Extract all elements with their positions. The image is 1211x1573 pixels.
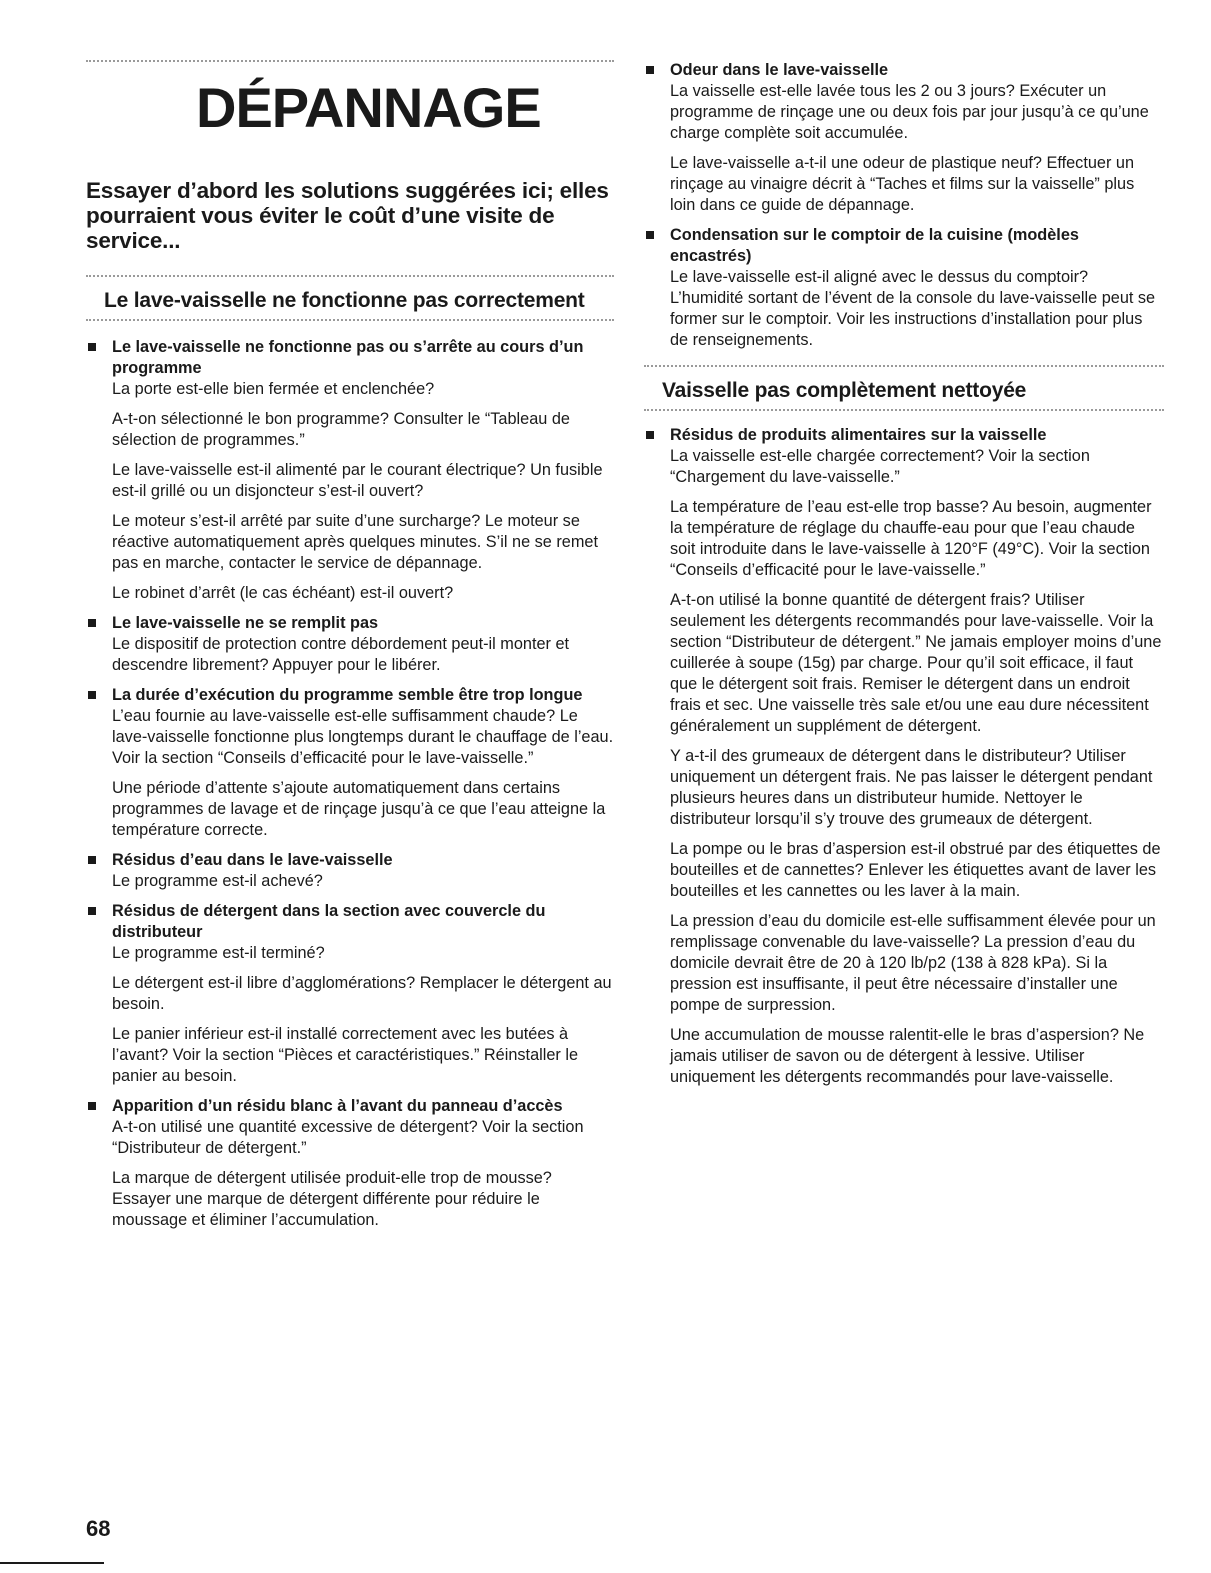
- issue-item: [86, 850, 614, 892]
- issue-paragraph: La marque de détergent utilisée produit-elle trop de mousse? Essayer une marque de détergent différente pour réduire le moussage et éliminer l’accumulation.: [112, 1169, 552, 1229]
- issue-paragraph: La pompe ou le bras d’aspersion est-il obstrué par des étiquettes de bouteilles et de cannettes? Enlever les étiquettes avant de laver les bouteilles et les cannettes ou les laver à la main.: [670, 840, 1161, 900]
- issue-item: [86, 1096, 614, 1231]
- bullet-icon: [88, 619, 96, 627]
- issue-paragraph: La pression d’eau du domicile est-elle suffisamment élevée pour un remplissage convenable du lave-vaisselle? La pression d’eau du domicile devrait être de 20 à 120 lb/p2 (138 à 828 kPa). Si la pression est insuffisante, il peut être nécessaire d’installer une pompe de surpression.: [670, 912, 1156, 1014]
- section-rule-bottom: [644, 409, 1164, 411]
- bullet-icon: [88, 907, 96, 915]
- issue-paragraph: L’eau fournie au lave-vaisselle est-elle suffisamment chaude? Le lave-vaisselle fonctionne plus longtemps durant le chauffage de l’eau. Voir la section “Conseils d’efficacité pour le lave-vaisselle.”: [112, 707, 614, 767]
- issue-paragraph: Une période d’attente s’ajoute automatiquement dans certains programmes de lavage et de rinçage jusqu’à ce que l’eau atteigne la température correcte.: [112, 779, 606, 839]
- bullet-icon: [88, 856, 96, 864]
- page-number: 68: [86, 1516, 111, 1541]
- issue-paragraph: La vaisselle est-elle chargée correctement? Voir la section “Chargement du lave-vaisselle.”: [670, 447, 1090, 486]
- issue-paragraph: Le panier inférieur est-il installé correctement avec les butées à l’avant? Voir la section “Pièces et caractéristiques.” Réinstaller le panier au besoin.: [112, 1025, 579, 1085]
- issue-paragraph: Le programme est-il terminé?: [112, 944, 325, 962]
- page-title: DÉPANNAGE: [196, 76, 541, 139]
- issue-paragraph: La vaisselle est-elle lavée tous les 2 ou 3 jours? Exécuter un programme de rinçage une ou deux fois par jour jusqu’à ce qu’une charge complète soit accumulée.: [670, 82, 1149, 142]
- issue-list: [86, 337, 614, 1231]
- bullet-icon: [646, 231, 654, 239]
- bullet-icon: [88, 691, 96, 699]
- right-column: [644, 60, 1164, 1097]
- issue-paragraph: Y a-t-il des grumeaux de détergent dans le distributeur? Utiliser uniquement un détergent frais. Ne pas laisser le détergent pendant plusieurs heures dans un distributeur humide. Nettoyer le distributeur lorsqu’il s’y trouve des grumeaux de détergent.: [670, 747, 1153, 828]
- section-title: Vaisselle pas complètement nettoyée: [662, 379, 1027, 402]
- issue-title: Résidus de détergent dans la section avec couvercle du distributeur: [112, 902, 546, 941]
- section-header: [644, 365, 1164, 411]
- bullet-icon: [646, 431, 654, 439]
- issue-paragraph: Le moteur s’est-il arrêté par suite d’une surcharge? Le moteur se réactive automatiquement après quelques minutes. S’il ne se remet pas en marche, contacter le service de dépannage.: [112, 512, 598, 572]
- issue-title: Condensation sur le comptoir de la cuisine (modèles encastrés): [670, 226, 1079, 265]
- issue-item: [644, 425, 1164, 1088]
- title-rule: [86, 60, 614, 62]
- bullet-icon: [88, 343, 96, 351]
- issue-title: Le lave-vaisselle ne se remplit pas: [112, 614, 379, 632]
- bullet-icon: [646, 66, 654, 74]
- issue-list: [644, 425, 1164, 1088]
- issue-item: [644, 60, 1164, 216]
- issue-item: [86, 613, 614, 676]
- issue-paragraph: Le lave-vaisselle est-il aligné avec le dessus du comptoir? L’humidité sortant de l’évent de la console du lave-vaisselle peut se former sur le comptoir. Voir les instructions d’installation pour plus de renseignements.: [670, 268, 1156, 349]
- issue-item: [86, 337, 614, 604]
- issue-item: [86, 901, 614, 1087]
- issue-paragraph: A-t-on sélectionné le bon programme? Consulter le “Tableau de sélection de programmes.”: [112, 410, 570, 449]
- section-rule-bottom: [86, 319, 614, 321]
- issue-paragraph: Une accumulation de mousse ralentit-elle le bras d’aspersion? Ne jamais utiliser de savon ou de détergent à lessive. Utiliser uniquement les détergents recommandés pour lave-vaisselle.: [670, 1026, 1145, 1086]
- issue-paragraph: Le programme est-il achevé?: [112, 872, 323, 890]
- section-title: Le lave-vaisselle ne fonctionne pas correctement: [104, 289, 585, 312]
- issue-paragraph: La porte est-elle bien fermée et enclenchée?: [112, 380, 435, 398]
- issue-paragraph: Le robinet d’arrêt (le cas échéant) est-il ouvert?: [112, 584, 454, 602]
- issue-paragraph: Le détergent est-il libre d’agglomérations? Remplacer le détergent au besoin.: [112, 974, 612, 1013]
- issue-paragraph: Le dispositif de protection contre débordement peut-il monter et descendre librement? Appuyer pour le libérer.: [112, 635, 570, 674]
- issue-title: La durée d’exécution du programme semble être trop longue: [112, 686, 583, 704]
- issue-paragraph: La température de l’eau est-elle trop basse? Au besoin, augmenter la température de réglage du chauffe-eau pour que l’eau chaude soit introduite dans le lave-vaisselle à 120°F (49°C). Voir la section “Conseils d’efficacité pour le lave-vaisselle.”: [670, 498, 1152, 579]
- section-header: [86, 275, 614, 321]
- issue-paragraph: Le lave-vaisselle est-il alimenté par le courant électrique? Un fusible est-il grillé ou un disjoncteur s’est-il ouvert?: [112, 461, 603, 500]
- intro-text: Essayer d’abord les solutions suggérées ici; elles pourraient vous éviter le coût d’une visite de service...: [86, 178, 609, 253]
- issue-item: [644, 225, 1164, 351]
- bullet-icon: [88, 1102, 96, 1110]
- footer-rule: [0, 1562, 104, 1564]
- issue-list: [644, 60, 1164, 351]
- issue-title: Apparition d’un résidu blanc à l’avant du panneau d’accès: [112, 1097, 563, 1115]
- issue-title: Le lave-vaisselle ne fonctionne pas ou s’arrête au cours d’un programme: [112, 338, 584, 377]
- issue-paragraph: A-t-on utilisé la bonne quantité de détergent frais? Utiliser seulement les détergents recommandés pour lave-vaisselle. Voir la section “Distributeur de détergent.” Ne jamais employer moins d’une cuillerée à soupe (15g) par charge. Pour qu’il soit efficace, il faut que le détergent soit frais. Remiser le détergent dans un endroit frais et sec. Une vaisselle très sale et/ou une eau dure nécessitent généralement un supplément de détergent.: [670, 591, 1162, 735]
- issue-title: Résidus de produits alimentaires sur la vaisselle: [670, 426, 1047, 444]
- issue-title: Résidus d’eau dans le lave-vaisselle: [112, 851, 393, 869]
- left-column: [86, 60, 614, 1240]
- issue-title: Odeur dans le lave-vaisselle: [670, 61, 889, 79]
- issue-paragraph: A-t-on utilisé une quantité excessive de détergent? Voir la section “Distributeur de détergent.”: [112, 1118, 584, 1157]
- issue-paragraph: Le lave-vaisselle a-t-il une odeur de plastique neuf? Effectuer un rinçage au vinaigre décrit à “Taches et films sur la vaisselle” plus loin dans ce guide de dépannage.: [670, 154, 1135, 214]
- issue-item: [86, 685, 614, 841]
